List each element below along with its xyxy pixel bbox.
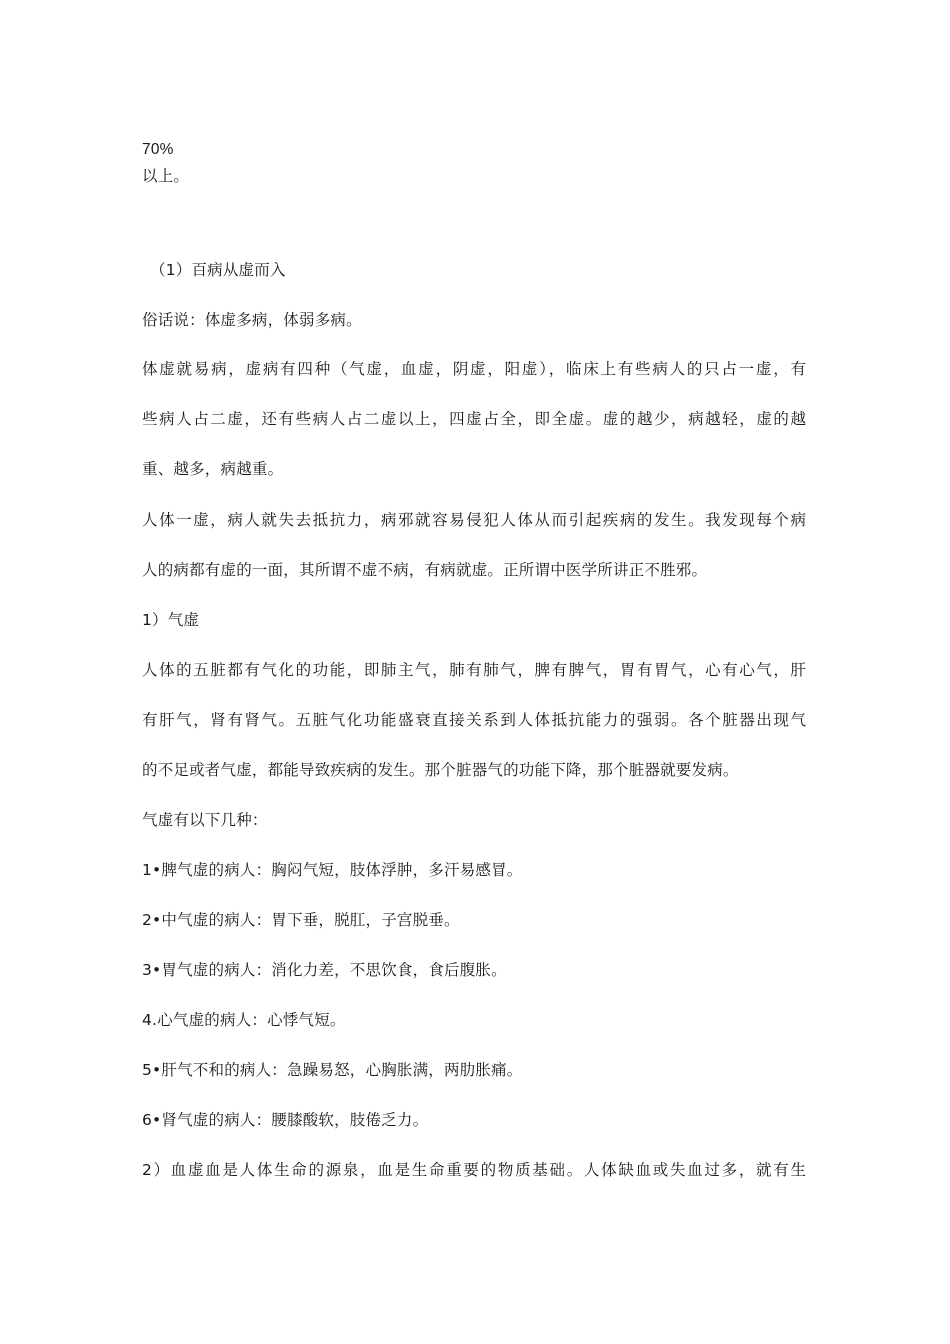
paragraph-line: 些病人占二虚，还有些病人占二虚以上，四虚占全，即全虚。虚的越少，病越轻，虚的越 [142,410,806,428]
list-item: 2•中气虚的病人：胃下垂，脱肛，子宫脱垂。 [142,911,460,929]
paragraph-line: 人体一虚，病人就失去抵抗力，病邪就容易侵犯人体从而引起疾病的发生。我发现每个病 [142,511,806,529]
paragraph-line: 的不足或者气虚，都能导致疾病的发生。那个脏器气的功能下降，那个脏器就要发病。 [142,761,739,779]
qi-deficiency-heading: 1）气虚 [142,611,200,629]
paragraph-line: 有肝气，肾有肾气。五脏气化功能盛衰直接关系到人体抵抗能力的强弱。各个脏器出现气 [142,711,806,729]
blood-deficiency-line: 2）血虚血是人体生命的源泉，血是生命重要的物质基础。人体缺血或失血过多，就有生 [142,1161,806,1179]
list-item: 4.心气虚的病人：心悸气短。 [142,1011,346,1029]
list-item: 6•肾气虚的病人：腰膝酸软，肢倦乏力。 [142,1111,429,1129]
list-item: 1•脾气虚的病人：胸闷气短，肢体浮肿，多汗易感冒。 [142,861,523,879]
list-item: 3•胃气虚的病人：消化力差，不思饮食，食后腹胀。 [142,961,507,979]
paragraph-line: 人的病都有虚的一面，其所谓不虚不病，有病就虚。正所谓中医学所讲正不胜邪。 [142,561,708,579]
percentage-text: 70% [142,141,174,158]
list-item: 5•肝气不和的病人：急躁易怒，心胸胀满，两肋胀痛。 [142,1061,523,1079]
paragraph-line: 重、越多，病越重。 [142,460,284,478]
section-heading: （1）百病从虚而入 [150,261,286,279]
qi-types-intro: 气虚有以下几种： [142,811,268,829]
proverb-text: 俗话说：体虚多病，体弱多病。 [142,311,362,329]
paragraph-line: 体虚就易病，虚病有四种（气虚，血虚，阴虚，阳虚），临床上有些病人的只占一虚，有 [142,360,806,378]
paragraph-line: 人体的五脏都有气化的功能，即肺主气，肺有肺气，脾有脾气，胃有胃气，心有心气，肝 [142,661,806,679]
above-text: 以上。 [142,167,190,185]
